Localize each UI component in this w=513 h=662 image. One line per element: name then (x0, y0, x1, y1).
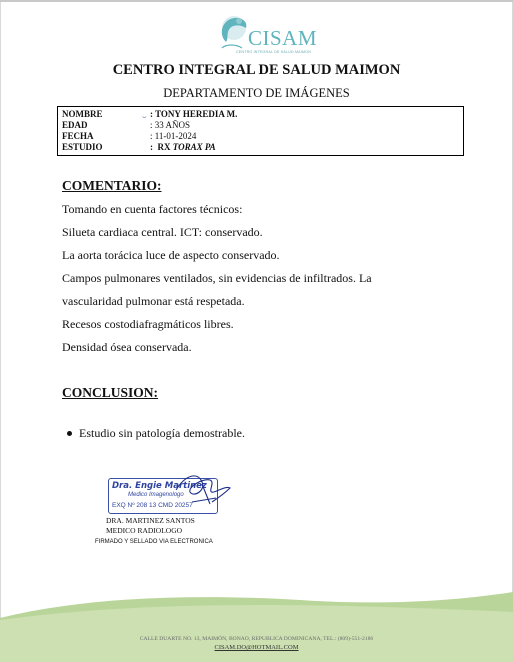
comment-line: vascularidad pulmonar está respetada. (62, 294, 245, 308)
spellcheck-mark-icon: ⌣ (142, 113, 147, 121)
stamp-name: Dra. Engie Martinez (112, 481, 207, 491)
info-label: ESTUDIO (62, 142, 103, 152)
conclusion-heading: CONCLUSION: (62, 385, 159, 400)
signature-note: FIRMADO Y SELLADO VIA ELECTRONICA (95, 539, 213, 545)
comment-line: Tomando en cuenta factores técnicos: (62, 202, 243, 216)
signature-name: DRA. MARTINEZ SANTOS (106, 516, 195, 525)
page-top-edge (0, 0, 513, 2)
department-name: DEPARTAMENTO DE IMÁGENES (163, 86, 350, 100)
patient-name: : TONY HEREDIA M. (150, 109, 238, 119)
bullet-dot-icon (67, 431, 72, 436)
logo-wordmark: CISAM (248, 26, 318, 50)
stamp-exequatur: EXQ Nº 208 13 CMD 20257 (112, 502, 193, 509)
logo-tagline: CENTRO INTEGRAL DE SALUD MAIMON (236, 50, 311, 54)
comment-line: La aorta torácica luce de aspecto conservado. (62, 248, 280, 262)
study-prefix: : RX (150, 142, 173, 152)
footer-address: CALLE DUARTE NO. 13, MAIMÓN, BONAO, REPUBLICA DOMINICANA, TEL.: (809)-551-2186 (139, 636, 374, 642)
doctor-stamp (106, 468, 238, 518)
conclusion-bullet (79, 426, 245, 441)
study-type (150, 142, 216, 152)
study-name: TORAX PA (172, 142, 216, 152)
comment-heading: COMENTARIO: (62, 178, 162, 193)
footer-email[interactable]: CISAM.DO@HOTMAIL.COM (214, 644, 299, 651)
comment-line: Silueta cardiaca central. ICT: conservado. (62, 225, 263, 239)
info-label: FECHA (62, 131, 94, 141)
footer-wave (0, 590, 513, 662)
study-date: : 11-01-2024 (150, 131, 197, 141)
patient-age: : 33 AÑOS (150, 120, 191, 130)
info-label: EDAD (62, 120, 88, 130)
conclusion-text: Estudio sin patología demostrable. (79, 426, 245, 440)
signature-icon (106, 468, 238, 518)
document-title: CENTRO INTEGRAL DE SALUD MAIMON (112, 62, 401, 78)
comment-line: Densidad ósea conservada. (62, 340, 192, 354)
comment-line: Recesos costodiafragmáticos libres. (62, 317, 234, 331)
info-label: NOMBRE (62, 109, 103, 119)
comment-line: Campos pulmonares ventilados, sin evidencias de infiltrados. La (62, 271, 372, 285)
signature-role: MEDICO RADIOLOGO (106, 526, 183, 535)
patient-info-box (57, 106, 464, 156)
cisam-logo (212, 12, 322, 58)
stamp-role: Medico Imagenologo (128, 492, 184, 498)
